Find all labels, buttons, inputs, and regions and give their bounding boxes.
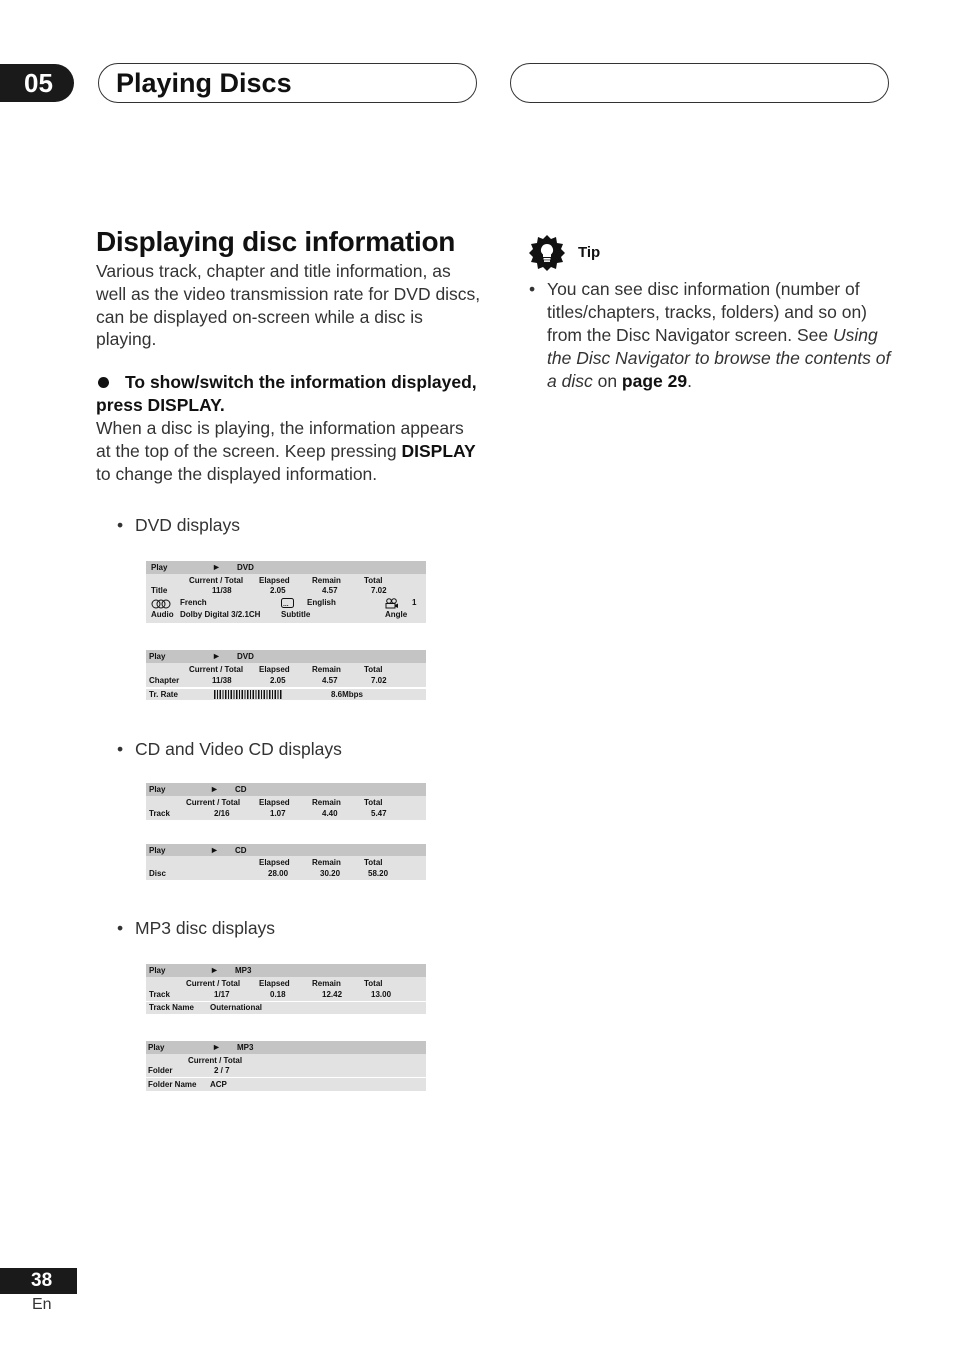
intro-paragraph: Various track, chapter and title information, as well as the video transmission rate for DVD discs, can be displayed on-screen while a disc is playing. bbox=[96, 261, 481, 350]
osd-dvd-title: Play ► DVD Current / Total Elapsed Remain Total Title 11/38 2.05 4.57 7.02 French ... English 1 Audio Dolby Digital 3/2.1CH Subtitle Angle bbox=[146, 561, 426, 623]
audio-icon bbox=[151, 599, 171, 609]
step-heading-text: To show/switch the information displayed, press DISPLAY. bbox=[96, 372, 477, 415]
lightbulb-tip-icon bbox=[528, 234, 566, 272]
angle-icon bbox=[385, 598, 399, 609]
chapter-title: Playing Discs bbox=[116, 68, 292, 98]
osd-mp3-track: Play ► MP3 Current / Total Elapsed Remain Total Track 1/17 0.18 12.42 13.00 Track Name Outernational bbox=[146, 964, 426, 1014]
chapter-number: 05 bbox=[0, 64, 74, 102]
tip-label: Tip bbox=[578, 244, 601, 261]
osd-cd-disc: Play ► CD Elapsed Remain Total Disc 28.00 30.20 58.20 bbox=[146, 844, 426, 880]
bullet-mp3: • MP3 disc displays bbox=[117, 918, 276, 938]
step-heading bbox=[96, 371, 481, 417]
osd-mp3-folder: Play ► MP3 Current / Total Folder 2 / 7 Folder Name ACP bbox=[146, 1041, 426, 1091]
step-body: When a disc is playing, the information appears at the top of the screen. Keep pressing DISPLAY to change the displayed information. bbox=[96, 418, 476, 484]
bullet-cd: • CD and Video CD displays bbox=[117, 739, 342, 759]
page-language: En bbox=[32, 1296, 52, 1313]
header-right-frame bbox=[510, 63, 889, 103]
section-title: Displaying disc information bbox=[96, 226, 456, 257]
step-bullet-icon bbox=[98, 377, 109, 388]
svg-text:...: ... bbox=[283, 602, 289, 608]
page-number: 38 bbox=[0, 1268, 77, 1294]
tip-text: • You can see disc information (number of titles/chapters, tracks, folders) and so on) from the Disc Navigator screen. See Using the Disc Navigator to browse the contents of a disc on page 29. bbox=[529, 279, 891, 391]
subtitle-icon bbox=[281, 598, 294, 609]
osd-cd-track: Play ► CD Current / Total Elapsed Remain Total Track 2/16 1.07 4.40 5.47 bbox=[146, 783, 426, 820]
osd-dvd-chapter: Play ► DVD Current / Total Elapsed Remain Total Chapter 11/38 2.05 4.57 7.02 Tr. Rate 8.6Mbps bbox=[146, 650, 426, 700]
bitrate-meter bbox=[214, 690, 284, 699]
bullet-dvd: • DVD displays bbox=[117, 515, 241, 535]
